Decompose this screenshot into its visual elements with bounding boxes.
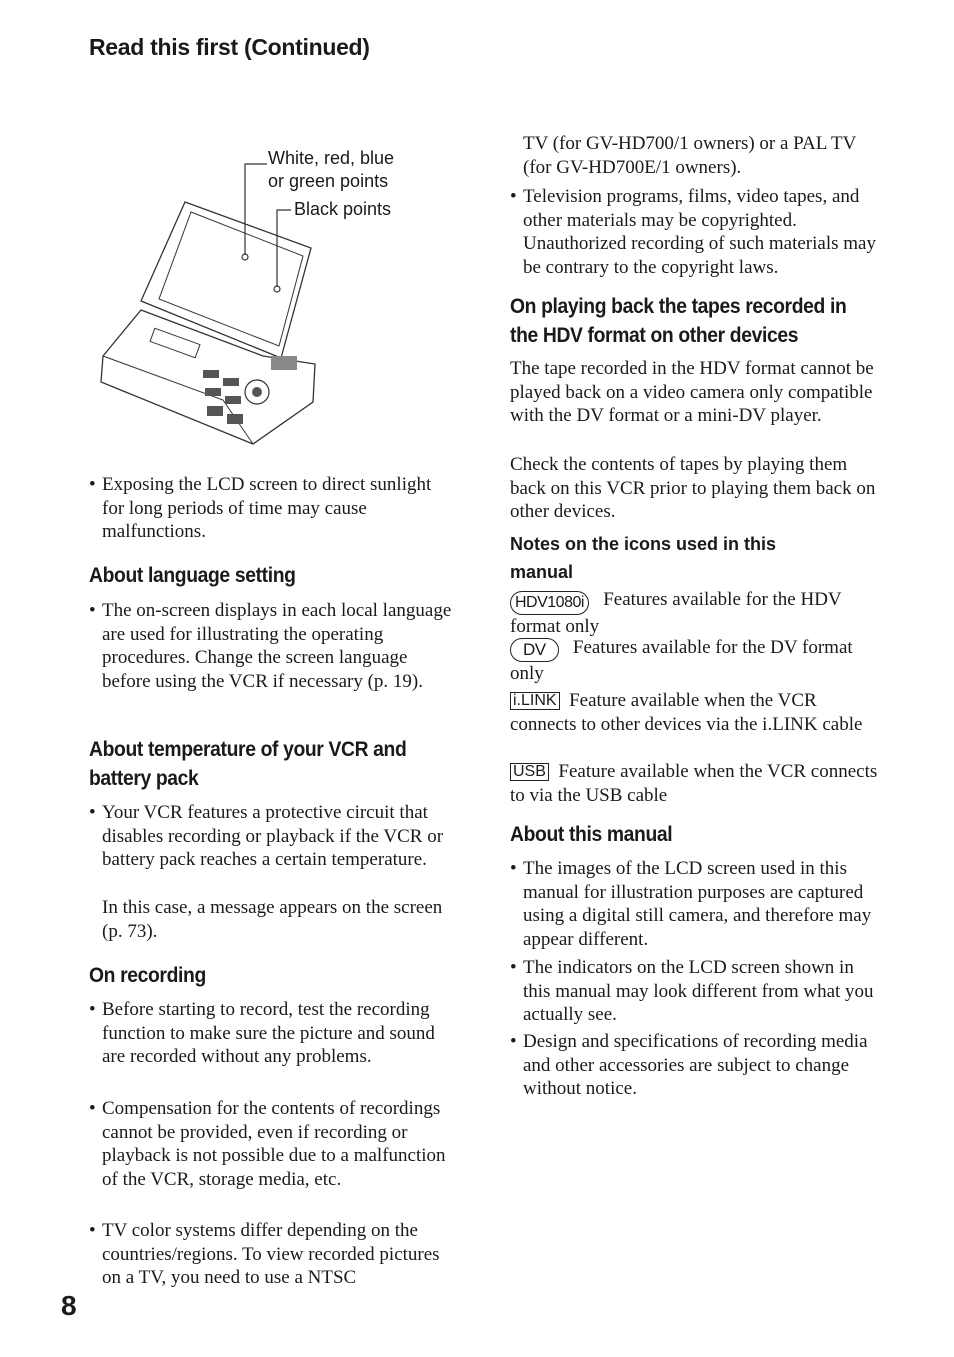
speaker-grille xyxy=(271,356,297,370)
icon-note-usb xyxy=(510,760,882,807)
icon-note-hdv-text: Features available for the HDV format only xyxy=(510,589,842,637)
leader-line-colored xyxy=(245,164,267,255)
dv-icon: DV xyxy=(510,638,559,662)
lcd-screen xyxy=(159,212,303,346)
bullet-recording-test: • Before starting to record, test the recording function to make sure the picture and sound are recorded without any problems. xyxy=(89,998,457,1069)
callout-colored-line-2: or green points xyxy=(268,171,389,191)
icon-note-hdv xyxy=(510,588,882,639)
bullet-temperature: • Your VCR features a protective circuit that disables recording or playback if the VCR or battery pack reaches a certain temperature. xyxy=(89,801,457,872)
bullet-tv-color-systems: • TV color systems differ depending on the countries/regions. To view recorded pictures on a TV, you need to use a NTSC xyxy=(89,1219,457,1290)
icon-note-dv xyxy=(510,636,882,686)
tv-continued-text: TV (for GV-HD700/1 owners) or a PAL TV (for GV-HD700E/1 owners). xyxy=(523,133,857,178)
heading-hdv-line-2: the HDV format on other devices xyxy=(510,324,799,347)
temperature-continued: In this case, a message appears on the screen (p. 73). xyxy=(102,897,443,942)
heading-hdv-line-1: On playing back the tapes recorded in xyxy=(510,295,847,318)
hdv-paragraph-1: The tape recorded in the HDV format cannot be played back on a video camera only compatible with the DV format or a mini-DV player. xyxy=(510,358,874,427)
vcr-button xyxy=(207,406,223,416)
running-header: Read this first (Continued) xyxy=(89,34,370,60)
heading-on-recording: On recording xyxy=(89,964,206,987)
heading-hdv-playback xyxy=(510,292,878,350)
vcr-button xyxy=(203,370,219,378)
usb-icon: USB xyxy=(510,763,549,781)
bullet-recording-compensation: • Compensation for the contents of recordings cannot be provided, even if recording or playback is not possible due to a malfunction of the VCR, storage media, etc. xyxy=(89,1097,457,1191)
bullet-copyright: • Television programs, films, video tapes, and other materials may be copyrighted. Unauthorized recording of such materials may be contrary to the copyright laws. xyxy=(510,185,882,279)
heading-language-setting: About language setting xyxy=(89,564,296,587)
heading-icons-line-1: Notes on the icons used in this xyxy=(510,534,777,554)
callout-colored-line-1: White, red, blue xyxy=(268,148,395,168)
vcr-button xyxy=(223,378,239,386)
heading-temperature-line-1: About temperature of your VCR and xyxy=(89,738,407,761)
heading-temperature-line-2: battery pack xyxy=(89,767,199,790)
bullet-manual-images: • The images of the LCD screen used in this manual for illustration purposes are captured using a digital still camera, and therefore may appear different. xyxy=(510,857,882,951)
page-number: 8 xyxy=(61,1290,77,1321)
control-dial-center xyxy=(252,387,262,397)
bullet-language: • The on-screen displays in each local language are used for illustrating the operating procedures. Change the screen language before using the VCR if necessary (p. 19). xyxy=(89,599,457,693)
heading-icons-notes xyxy=(510,530,882,586)
tape-door xyxy=(150,328,200,358)
icon-note-ilink xyxy=(510,689,882,736)
ilink-icon: i.LINK xyxy=(510,692,560,710)
icon-note-usb-text: Feature available when the VCR connects to via the USB cable xyxy=(510,761,878,806)
bullet-lcd-sunlight: • Exposing the LCD screen to direct sunlight for long periods of time may cause malfunctions. xyxy=(89,473,457,544)
vcr-button xyxy=(225,396,241,404)
vcr-button xyxy=(227,414,243,424)
icon-note-ilink-text: Feature available when the VCR connects to other devices via the i.LINK cable xyxy=(510,690,863,735)
vcr-illustration xyxy=(93,160,323,450)
vcr-button xyxy=(205,388,221,396)
heading-temperature xyxy=(89,735,428,793)
icon-note-dv-text: Features available for the DV format only xyxy=(510,637,853,684)
callout-black-points: Black points xyxy=(294,199,392,219)
bullet-manual-design: • Design and specifications of recording media and other accessories are subject to change without notice. xyxy=(510,1030,882,1101)
heading-about-manual: About this manual xyxy=(510,823,673,846)
hdv1080i-icon: HDV1080i xyxy=(510,591,589,615)
bullet-manual-indicators: • The indicators on the LCD screen shown in this manual may look different from what you actually see. xyxy=(510,956,882,1027)
heading-icons-line-2: manual xyxy=(510,562,574,582)
hdv-paragraph-2: Check the contents of tapes by playing them back on this VCR prior to playing them back on other devices. xyxy=(510,454,876,523)
